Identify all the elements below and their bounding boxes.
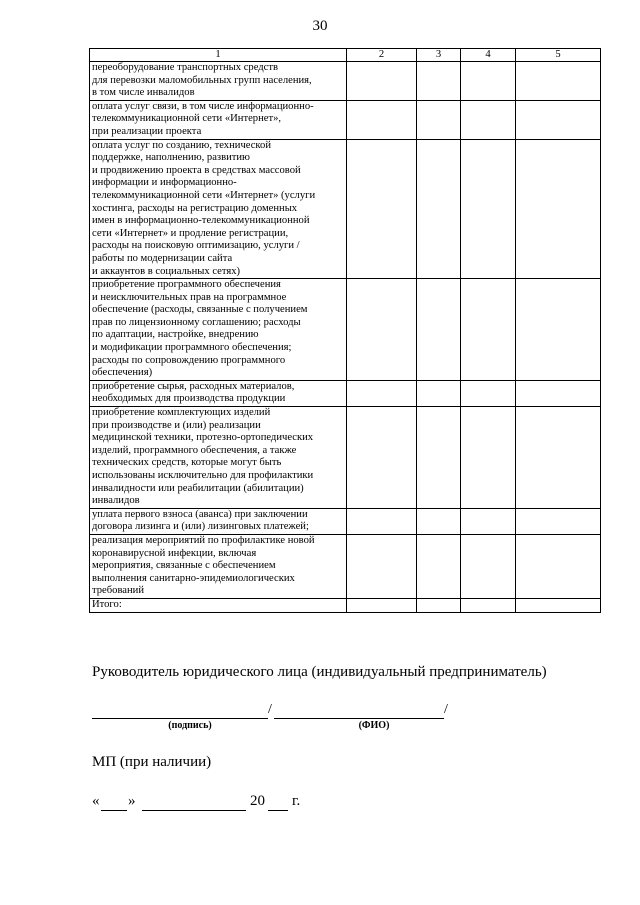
year-suffix: г. (292, 793, 301, 809)
empty-cell-col-5 (516, 534, 601, 598)
month-blank (142, 795, 246, 811)
empty-cell-col-4 (461, 380, 516, 406)
empty-cell-col-2 (347, 407, 417, 509)
empty-cell-col-2 (347, 62, 417, 101)
empty-cell-col-2 (347, 100, 417, 139)
empty-cell-col-5 (516, 279, 601, 381)
empty-cell-col-5 (516, 100, 601, 139)
empty-cell-col-2 (347, 380, 417, 406)
table-row (90, 508, 601, 534)
empty-cell-col-3 (417, 100, 461, 139)
table-row (90, 380, 601, 406)
empty-cell-col-5 (516, 62, 601, 101)
table-row (90, 100, 601, 139)
table-body (90, 62, 601, 613)
empty-cell-col-5 (516, 380, 601, 406)
signer-title: Руководитель юридического лица (индивидуальный предприниматель) (92, 664, 547, 680)
table-row (90, 598, 601, 612)
empty-cell-col-3 (417, 598, 461, 612)
empty-cell-col-2 (347, 534, 417, 598)
row-description: реализация мероприятий по профилактике новой коронавирусной инфекции, включая мероприятия, связанные с обеспечением выполнения санитарно-эпидемиологических требований (90, 534, 347, 598)
column-header-5: 5 (516, 49, 601, 62)
signature-caption: (подпись) (168, 720, 212, 731)
empty-cell-col-3 (417, 139, 461, 279)
empty-cell-col-3 (417, 534, 461, 598)
empty-cell-col-5 (516, 139, 601, 279)
name-line (274, 704, 444, 719)
empty-cell-col-2 (347, 598, 417, 612)
table-row (90, 62, 601, 101)
empty-cell-col-4 (461, 508, 516, 534)
empty-cell-col-4 (461, 279, 516, 381)
empty-cell-col-2 (347, 139, 417, 279)
expense-table (89, 48, 601, 613)
empty-cell-col-4 (461, 407, 516, 509)
empty-cell-col-4 (461, 62, 516, 101)
year-prefix: 20 (250, 793, 265, 809)
table-header-row (90, 49, 601, 62)
empty-cell-col-3 (417, 380, 461, 406)
empty-cell-col-2 (347, 508, 417, 534)
row-description: уплата первого взноса (аванса) при заключении договора лизинга и (или) лизинговых платежей; (90, 508, 347, 534)
empty-cell-col-3 (417, 62, 461, 101)
row-description: Итого: (90, 598, 347, 612)
column-header-4: 4 (461, 49, 516, 62)
empty-cell-col-5 (516, 407, 601, 509)
date-close-quote: » (128, 793, 136, 809)
signature-line (92, 704, 268, 719)
column-header-1: 1 (90, 49, 347, 62)
empty-cell-col-5 (516, 508, 601, 534)
table-row (90, 407, 601, 509)
empty-cell-col-4 (461, 534, 516, 598)
date-line (92, 793, 392, 813)
table-row (90, 139, 601, 279)
signature-block (92, 664, 612, 731)
empty-cell-col-4 (461, 139, 516, 279)
empty-cell-col-4 (461, 598, 516, 612)
empty-cell-col-3 (417, 279, 461, 381)
empty-cell-col-3 (417, 407, 461, 509)
row-description: оплата услуг связи, в том числе информационно- телекоммуникационной сети «Интернет», при реализации проекта (90, 100, 347, 139)
empty-cell-col-3 (417, 508, 461, 534)
row-description: приобретение комплектующих изделий при производстве и (или) реализации медицинской техники, протезно-ортопедических изделий, программного обеспечения, а также технических средств, которые могут быть использованы исключительно для профилактики инвалидности или реабилитации (абилитации) инвалидов (90, 407, 347, 509)
page-number: 30 (312, 18, 328, 34)
empty-cell-col-2 (347, 279, 417, 381)
year-blank (268, 795, 288, 811)
column-header-3: 3 (417, 49, 461, 62)
name-slash: / (444, 702, 448, 717)
stamp-label: МП (при наличии) (92, 754, 212, 770)
empty-cell-col-4 (461, 100, 516, 139)
row-description: приобретение программного обеспечения и неисключительных прав на программное обеспечение (расходы, связанные с получением прав по лицензионному соглашению; расходы по адаптации, настройке, внедрению и модификации программного обеспечения; расходы по сопровождению программного обеспечения) (90, 279, 347, 381)
table-row (90, 279, 601, 381)
empty-cell-col-5 (516, 598, 601, 612)
row-description: оплата услуг по созданию, технической поддержке, наполнению, развитию и продвижению проекта в средствах массовой информации и информационно- телекоммуникационной сети «Интернет» (услуги хостинга, расходы на регистрацию доменных имен в информационно-телекоммуникационной сети «Интернет» и продление регистрации, расходы на поисковую оптимизацию, услуги / работы по модернизации сайта и аккаунтов в социальных сетях) (90, 139, 347, 279)
row-description: переоборудование транспортных средств для перевозки маломобильных групп населения, в том числе инвалидов (90, 62, 347, 101)
name-caption: (ФИО) (358, 720, 390, 731)
date-open-quote: « (92, 793, 100, 809)
signature-slash: / (268, 702, 272, 717)
row-description: приобретение сырья, расходных материалов, необходимых для производства продукции (90, 380, 347, 406)
column-header-2: 2 (347, 49, 417, 62)
table-row (90, 534, 601, 598)
day-blank (101, 795, 127, 811)
